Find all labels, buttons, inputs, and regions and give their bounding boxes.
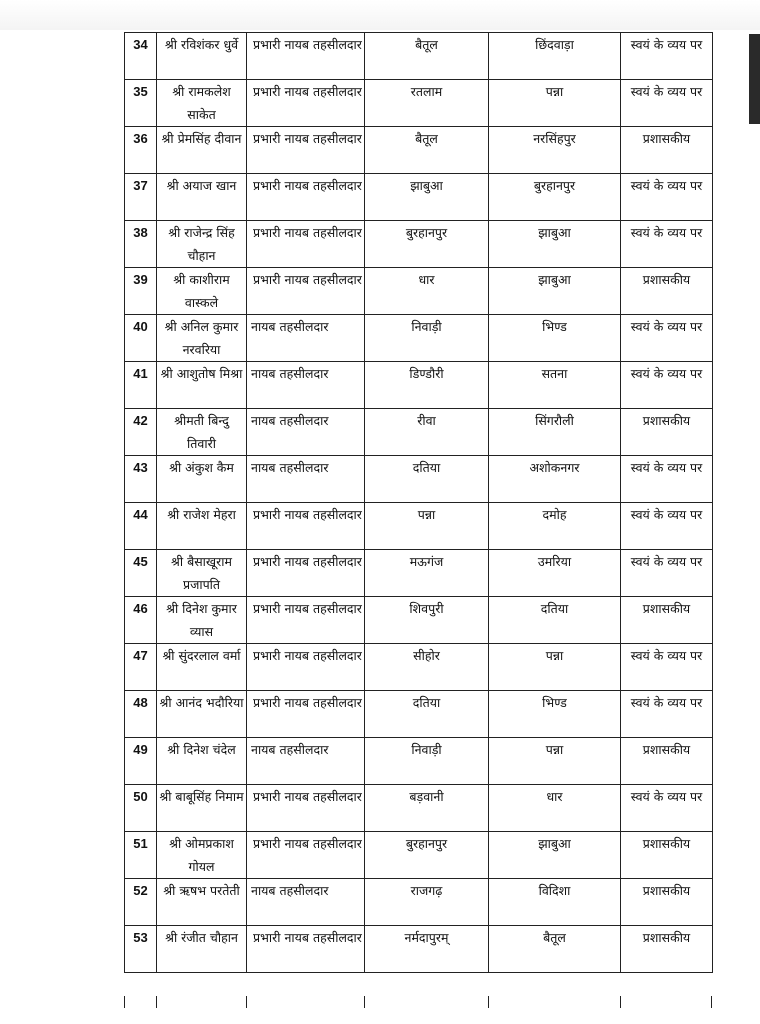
officer-name-cell: श्री अंकुश कैम (157, 456, 247, 503)
table-row (125, 691, 713, 738)
transfer-district-cell: विदिशा (489, 879, 621, 926)
scrollbar-thumb[interactable] (749, 34, 760, 124)
designation-cell: प्रभारी नायब तहसीलदार (247, 127, 365, 174)
transfer-basis-cell: स्वयं के व्यय पर (621, 174, 713, 221)
table-row (125, 832, 713, 879)
transfer-basis-cell: स्वयं के व्यय पर (621, 550, 713, 597)
transfer-district-cell: पन्ना (489, 644, 621, 691)
designation-cell: नायब तहसीलदार (247, 879, 365, 926)
serial-number-cell: 43 (125, 456, 157, 503)
serial-number-cell: 36 (125, 127, 157, 174)
table-row (125, 268, 713, 315)
transfer-basis-cell: प्रशासकीय (621, 127, 713, 174)
serial-number-cell: 48 (125, 691, 157, 738)
transfer-district-cell: पन्ना (489, 738, 621, 785)
table-row (125, 644, 713, 691)
current-district-cell: बड़वानी (365, 785, 489, 832)
designation-cell: नायब तहसीलदार (247, 409, 365, 456)
current-district-cell: मऊगंज (365, 550, 489, 597)
officer-name-cell: श्री राजेश मेहरा (157, 503, 247, 550)
transfer-district-cell: झाबुआ (489, 221, 621, 268)
serial-number-cell: 44 (125, 503, 157, 550)
officer-name-cell: श्री रविशंकर धुर्वे (157, 33, 247, 80)
designation-cell: नायब तहसीलदार (247, 315, 365, 362)
transfer-district-cell: बैतूल (489, 926, 621, 973)
transfer-basis-cell: प्रशासकीय (621, 738, 713, 785)
transfer-basis-cell: स्वयं के व्यय पर (621, 785, 713, 832)
transfer-district-cell: पन्ना (489, 80, 621, 127)
current-district-cell: निवाड़ी (365, 315, 489, 362)
officer-name-cell: श्री काशीराम वास्कले (157, 268, 247, 315)
current-district-cell: सीहोर (365, 644, 489, 691)
officer-name-cell: श्री बैसाखूराम प्रजापति (157, 550, 247, 597)
transfer-basis-cell: स्वयं के व्यय पर (621, 221, 713, 268)
table-row (125, 362, 713, 409)
designation-cell: प्रभारी नायब तहसीलदार (247, 691, 365, 738)
officer-name-cell: श्रीमती बिन्दु तिवारी (157, 409, 247, 456)
transfer-district-cell: सिंगरौली (489, 409, 621, 456)
table-row (125, 738, 713, 785)
transfer-basis-cell: स्वयं के व्यय पर (621, 691, 713, 738)
officer-name-cell: श्री अनिल कुमार नरवरिया (157, 315, 247, 362)
current-district-cell: डिण्डौरी (365, 362, 489, 409)
serial-number-cell: 42 (125, 409, 157, 456)
transfer-basis-cell: स्वयं के व्यय पर (621, 362, 713, 409)
current-district-cell: निवाड़ी (365, 738, 489, 785)
current-district-cell: धार (365, 268, 489, 315)
serial-number-cell: 46 (125, 597, 157, 644)
current-district-cell: राजगढ़ (365, 879, 489, 926)
current-district-cell: शिवपुरी (365, 597, 489, 644)
transfer-district-cell: बुरहानपुर (489, 174, 621, 221)
current-district-cell: रतलाम (365, 80, 489, 127)
transfer-district-cell: भिण्ड (489, 691, 621, 738)
current-district-cell: बैतूल (365, 127, 489, 174)
current-district-cell: नर्मदापुरम् (365, 926, 489, 973)
transfer-basis-cell: स्वयं के व्यय पर (621, 456, 713, 503)
serial-number-cell: 35 (125, 80, 157, 127)
current-district-cell: झाबुआ (365, 174, 489, 221)
designation-cell: प्रभारी नायब तहसीलदार (247, 597, 365, 644)
designation-cell: नायब तहसीलदार (247, 456, 365, 503)
transfer-district-cell: अशोकनगर (489, 456, 621, 503)
table-row (125, 456, 713, 503)
transfer-list-table (124, 32, 713, 973)
designation-cell: प्रभारी नायब तहसीलदार (247, 785, 365, 832)
designation-cell: प्रभारी नायब तहसीलदार (247, 80, 365, 127)
transfer-district-cell: उमरिया (489, 550, 621, 597)
designation-cell: प्रभारी नायब तहसीलदार (247, 268, 365, 315)
current-district-cell: पन्ना (365, 503, 489, 550)
transfer-district-cell: छिंदवाड़ा (489, 33, 621, 80)
table-row (125, 597, 713, 644)
serial-number-cell: 50 (125, 785, 157, 832)
transfer-district-cell: भिण्ड (489, 315, 621, 362)
transfer-list-body (125, 33, 713, 973)
designation-cell: प्रभारी नायब तहसीलदार (247, 221, 365, 268)
table-row (125, 315, 713, 362)
table-row (125, 879, 713, 926)
designation-cell: प्रभारी नायब तहसीलदार (247, 926, 365, 973)
officer-name-cell: श्री ऋषभ परतेती (157, 879, 247, 926)
table-row (125, 409, 713, 456)
officer-name-cell: श्री प्रेमसिंह दीवान (157, 127, 247, 174)
transfer-basis-cell: प्रशासकीय (621, 409, 713, 456)
designation-cell: नायब तहसीलदार (247, 738, 365, 785)
officer-name-cell: श्री सुंदरलाल वर्मा (157, 644, 247, 691)
current-district-cell: बैतूल (365, 33, 489, 80)
designation-cell: प्रभारी नायब तहसीलदार (247, 832, 365, 879)
serial-number-cell: 53 (125, 926, 157, 973)
serial-number-cell: 51 (125, 832, 157, 879)
transfer-basis-cell: स्वयं के व्यय पर (621, 80, 713, 127)
serial-number-cell: 39 (125, 268, 157, 315)
officer-name-cell: श्री रामकलेश साकेत (157, 80, 247, 127)
screenshot-top-strip (0, 0, 760, 30)
serial-number-cell: 40 (125, 315, 157, 362)
officer-name-cell: श्री ओमप्रकाश गोयल (157, 832, 247, 879)
table-row (125, 221, 713, 268)
current-district-cell: बुरहानपुर (365, 221, 489, 268)
transfer-basis-cell: प्रशासकीय (621, 597, 713, 644)
current-district-cell: बुरहानपुर (365, 832, 489, 879)
officer-name-cell: श्री आशुतोष मिश्रा (157, 362, 247, 409)
table-row (125, 503, 713, 550)
officer-name-cell: श्री राजेन्द्र सिंह चौहान (157, 221, 247, 268)
officer-name-cell: श्री दिनेश कुमार व्यास (157, 597, 247, 644)
serial-number-cell: 38 (125, 221, 157, 268)
designation-cell: प्रभारी नायब तहसीलदार (247, 644, 365, 691)
transfer-basis-cell: प्रशासकीय (621, 926, 713, 973)
serial-number-cell: 49 (125, 738, 157, 785)
table-row (125, 80, 713, 127)
designation-cell: प्रभारी नायब तहसीलदार (247, 174, 365, 221)
transfer-district-cell: सतना (489, 362, 621, 409)
transfer-district-cell: झाबुआ (489, 832, 621, 879)
transfer-district-cell: झाबुआ (489, 268, 621, 315)
current-district-cell: रीवा (365, 409, 489, 456)
officer-name-cell: श्री रंजीत चौहान (157, 926, 247, 973)
serial-number-cell: 34 (125, 33, 157, 80)
table-continuation-lines (124, 996, 712, 1008)
transfer-district-cell: दमोह (489, 503, 621, 550)
serial-number-cell: 37 (125, 174, 157, 221)
officer-name-cell: श्री बाबूसिंह निमाम (157, 785, 247, 832)
serial-number-cell: 52 (125, 879, 157, 926)
officer-name-cell: श्री आनंद भदौरिया (157, 691, 247, 738)
transfer-district-cell: नरसिंहपुर (489, 127, 621, 174)
transfer-basis-cell: स्वयं के व्यय पर (621, 503, 713, 550)
transfer-district-cell: धार (489, 785, 621, 832)
table-row (125, 127, 713, 174)
table-row (125, 174, 713, 221)
table-row (125, 550, 713, 597)
designation-cell: नायब तहसीलदार (247, 362, 365, 409)
designation-cell: प्रभारी नायब तहसीलदार (247, 33, 365, 80)
current-district-cell: दतिया (365, 456, 489, 503)
transfer-basis-cell: स्वयं के व्यय पर (621, 315, 713, 362)
serial-number-cell: 41 (125, 362, 157, 409)
current-district-cell: दतिया (365, 691, 489, 738)
transfer-basis-cell: स्वयं के व्यय पर (621, 33, 713, 80)
transfer-basis-cell: प्रशासकीय (621, 268, 713, 315)
transfer-basis-cell: प्रशासकीय (621, 832, 713, 879)
transfer-basis-cell: प्रशासकीय (621, 879, 713, 926)
table-row (125, 785, 713, 832)
transfer-district-cell: दतिया (489, 597, 621, 644)
serial-number-cell: 47 (125, 644, 157, 691)
officer-name-cell: श्री अयाज खान (157, 174, 247, 221)
transfer-basis-cell: स्वयं के व्यय पर (621, 644, 713, 691)
designation-cell: प्रभारी नायब तहसीलदार (247, 550, 365, 597)
serial-number-cell: 45 (125, 550, 157, 597)
designation-cell: प्रभारी नायब तहसीलदार (247, 503, 365, 550)
officer-name-cell: श्री दिनेश चंदेल (157, 738, 247, 785)
table-row (125, 926, 713, 973)
table-row (125, 33, 713, 80)
